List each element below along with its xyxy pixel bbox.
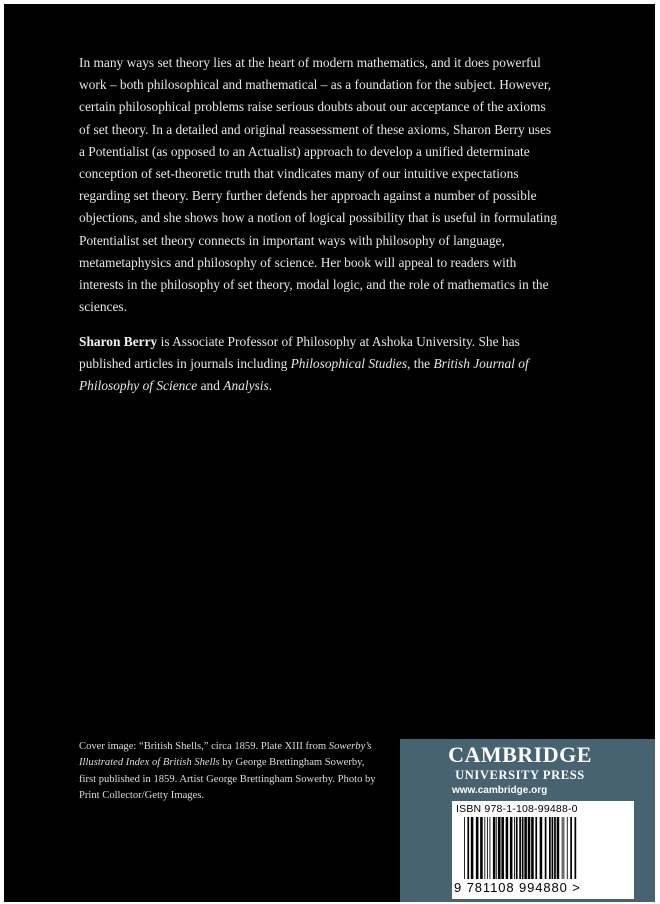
barcode-bar — [540, 817, 543, 879]
barcode-bar — [496, 817, 497, 879]
author-name: Sharon Berry — [79, 334, 158, 349]
barcode-bar — [516, 817, 518, 879]
barcode-bar — [510, 817, 513, 879]
author-bio-text: is Associate Professor of Philosophy at Ashoka University. She has published articles in journals including — [79, 334, 520, 372]
barcode-bar — [563, 817, 564, 879]
barcode-bar — [480, 817, 483, 879]
barcode-bar — [493, 817, 496, 879]
barcode-bar — [471, 817, 474, 879]
barcode-bar — [506, 817, 509, 879]
barcode-bar — [567, 817, 568, 879]
barcode-bar — [484, 817, 485, 879]
barcode-bar — [545, 817, 547, 879]
journal-name: British Journal of Philosophy of Science — [79, 356, 529, 394]
publisher-subname: UNIVERSITY PRESS — [455, 768, 585, 782]
barcode-bar — [519, 817, 521, 879]
publisher-panel — [400, 739, 655, 902]
back-cover — [4, 4, 655, 902]
barcode-bar — [562, 817, 563, 879]
credit-text: Cover image: “British Shells,” circa 1859. Plate XIII from — [79, 741, 329, 752]
journal-name: Analysis — [223, 378, 269, 394]
barcode-icon — [462, 817, 622, 879]
barcode-bar — [549, 817, 551, 879]
barcode-bar — [487, 817, 488, 879]
barcode-bar — [501, 817, 504, 879]
author-bio-text: . — [268, 378, 273, 394]
credit-source-title: Sowerby’s Illustrated Index of British Shells — [79, 741, 372, 769]
barcode-bar — [554, 817, 556, 879]
barcode-bar — [531, 817, 534, 879]
author-bio-text: and — [197, 378, 224, 394]
book-blurb: In many ways set theory lies at the heart of modern mathematics, and it does powerful work – both philosophical and mathematical – as a foundation for the subject. However, certain philosophical problems raise serious doubts about our acceptance of the axioms of set theory. In a detailed and original reassessment of these axioms, Sharon Berry uses a Potentialist (as opposed to an Actualist) approach to develop a unified determinate conception of set-theoretic truth that vindicates many of our intuitive expectations regarding set theory. Berry further defends her approach against a number of possible objections, and she shows how a notion of logical possibility that is useful in formulating Potentialist set theory connects in important ways with philosophy of language, metametaphysics and philosophy of science. Her book will appeal to readers with interests in the philosophy of set theory, modal logic, and the role of mathematics in the sciences. — [79, 55, 557, 315]
barcode-bar — [514, 817, 515, 879]
isbn-label: ISBN 978-1-108-99488-0 — [456, 803, 578, 815]
author-bio-text: , the — [407, 356, 434, 372]
barcode-bar — [522, 817, 524, 879]
barcode-bar — [557, 817, 560, 879]
cover-image-credit — [79, 739, 379, 805]
author-bio — [79, 331, 559, 398]
barcode-bar — [552, 817, 554, 879]
barcode-bar — [498, 817, 501, 879]
barcode-bar — [490, 817, 491, 879]
barcode-digits: 9 781108 994880 > — [454, 880, 581, 895]
barcode-bar — [575, 817, 577, 879]
journal-name: Philosophical Studies — [290, 356, 408, 372]
barcode-bar — [476, 817, 479, 879]
publisher-url: www.cambridge.org — [452, 785, 548, 796]
barcode-bar — [535, 817, 537, 879]
barcode-bar — [467, 817, 469, 879]
barcode-bar — [528, 817, 531, 879]
barcode-bar — [570, 817, 572, 879]
barcode-bar — [524, 817, 527, 879]
publisher-name: CAMBRIDGE — [448, 742, 592, 767]
barcode-bar — [464, 817, 465, 879]
barcode-box — [452, 801, 634, 899]
credit-text: by George Brettingham Sowerby, first published in 1859. Artist George Brettingham Sowerby. Photo by Print Collector/Getty Images. — [79, 757, 376, 802]
